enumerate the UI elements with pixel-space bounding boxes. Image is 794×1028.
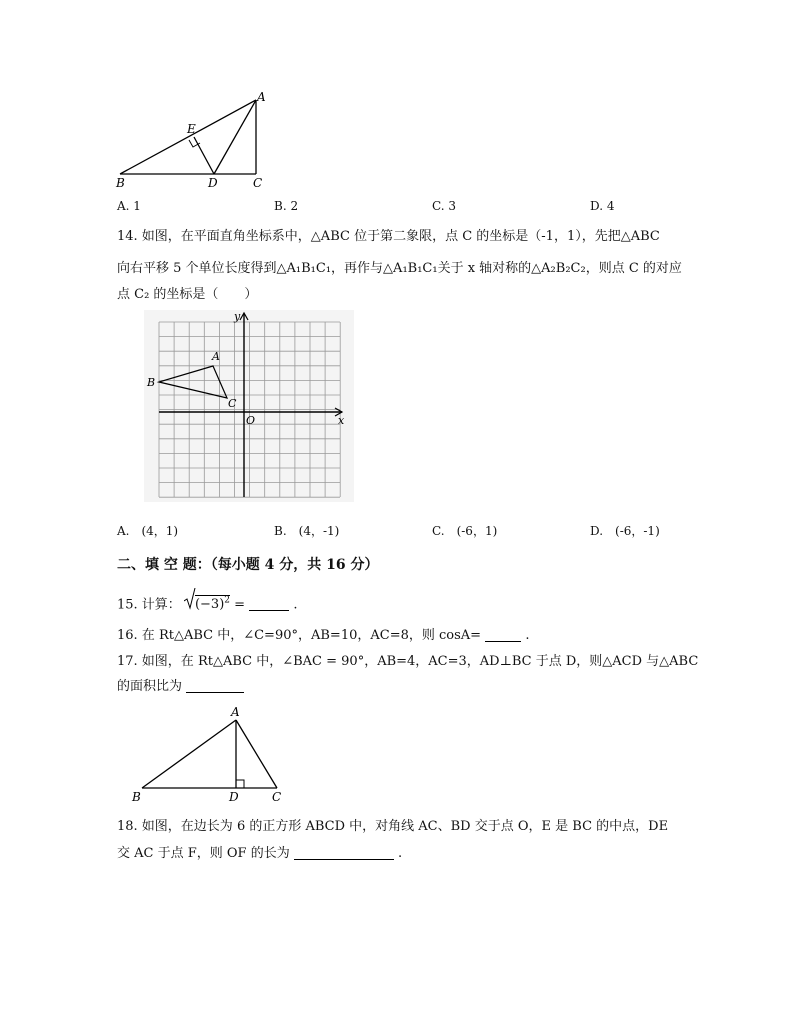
q16-text: 16. 在 Rt△ABC 中，∠C=90°，AB=10，AC=8，则 cosA= <box>117 628 482 643</box>
q16-answer-blank[interactable] <box>485 627 521 642</box>
q17-label-B: B <box>132 790 141 804</box>
q14-label-B: B <box>147 376 156 389</box>
q15-radicand: $(-3)^2$ <box>194 596 230 613</box>
q14-label-C: C <box>228 397 237 410</box>
q14-option-a: A. (4，1) <box>117 524 179 538</box>
q14-question-line2: 向右平移 5 个单位长度得到△A₁B₁C₁，再作与△A₁B₁C₁关于 x 轴对称的△A₂B₂C₂，则点 C 的对应 <box>117 261 682 276</box>
q15-question <box>117 592 297 614</box>
q13-option-b: B. 2 <box>274 199 299 213</box>
q14-origin-label: O <box>246 414 256 427</box>
q18-end: . <box>397 846 403 861</box>
q16-end: . <box>525 628 530 643</box>
q17-label-D: D <box>229 790 239 804</box>
q14-option-c: C. (-6，1) <box>432 524 498 538</box>
q14-question-line1: 14. 如图，在平面直角坐标系中，△ABC 位于第二象限，点 C 的坐标是（-1，1），先把△ABC <box>117 229 660 244</box>
q14-axis-y-label: y <box>234 310 241 323</box>
q13-option-a: A. 1 <box>117 199 141 213</box>
q14-axis-x-label: x <box>338 414 345 427</box>
q15-answer-blank[interactable] <box>249 596 289 611</box>
q13-label-C: C <box>253 176 263 190</box>
q17-answer-blank[interactable] <box>186 678 244 693</box>
q17-triangle-figure <box>128 702 288 806</box>
q13-label-B: B <box>116 176 125 190</box>
q13-label-E: E <box>187 122 196 136</box>
q13-label-D: D <box>208 176 218 190</box>
q14-question-line3: 点 C₂ 的坐标是（ ） <box>117 287 258 302</box>
q18-answer-blank[interactable] <box>294 845 394 860</box>
q15-radical-sign <box>184 588 196 610</box>
q14-coordinate-grid <box>144 310 354 502</box>
q17-question-line2: 的面积比为 <box>117 678 244 696</box>
q13-option-c: C. 3 <box>432 199 457 213</box>
q15-exponent: 2 <box>224 596 230 606</box>
q17-label-C: C <box>272 790 282 804</box>
q13-option-d: D. 4 <box>590 199 615 213</box>
section2-title: 二、填 空 题：（每小题 4 分，共 16 分） <box>117 557 379 573</box>
q15-prefix: 15. 计算： <box>117 597 181 613</box>
q15-equals: = <box>234 597 246 613</box>
q17-question-line1: 17. 如图，在 Rt△ABC 中，∠BAC = 90°，AB=4，AC=3，AD⊥BC 于点 D，则△ACD 与△ABC <box>117 654 699 669</box>
q14-label-A: A <box>212 350 220 363</box>
q14-option-b: B. (4，-1) <box>274 524 340 538</box>
q15-sqrt-expression <box>185 592 230 614</box>
q13-triangle-figure <box>110 88 280 193</box>
q14-option-d: D. (-6，-1) <box>590 524 660 538</box>
q15-end: . <box>293 597 298 613</box>
q17-label-A: A <box>231 705 240 719</box>
q18-question-line1: 18. 如图，在边长为 6 的正方形 ABCD 中，对角线 AC、BD 交于点 O，E 是 BC 的中点，DE <box>117 819 669 834</box>
q16-question <box>117 627 529 645</box>
q13-label-A: A <box>257 90 266 104</box>
q18-question-line2: 交 AC 于点 F，则 OF 的长为 . <box>117 846 403 861</box>
